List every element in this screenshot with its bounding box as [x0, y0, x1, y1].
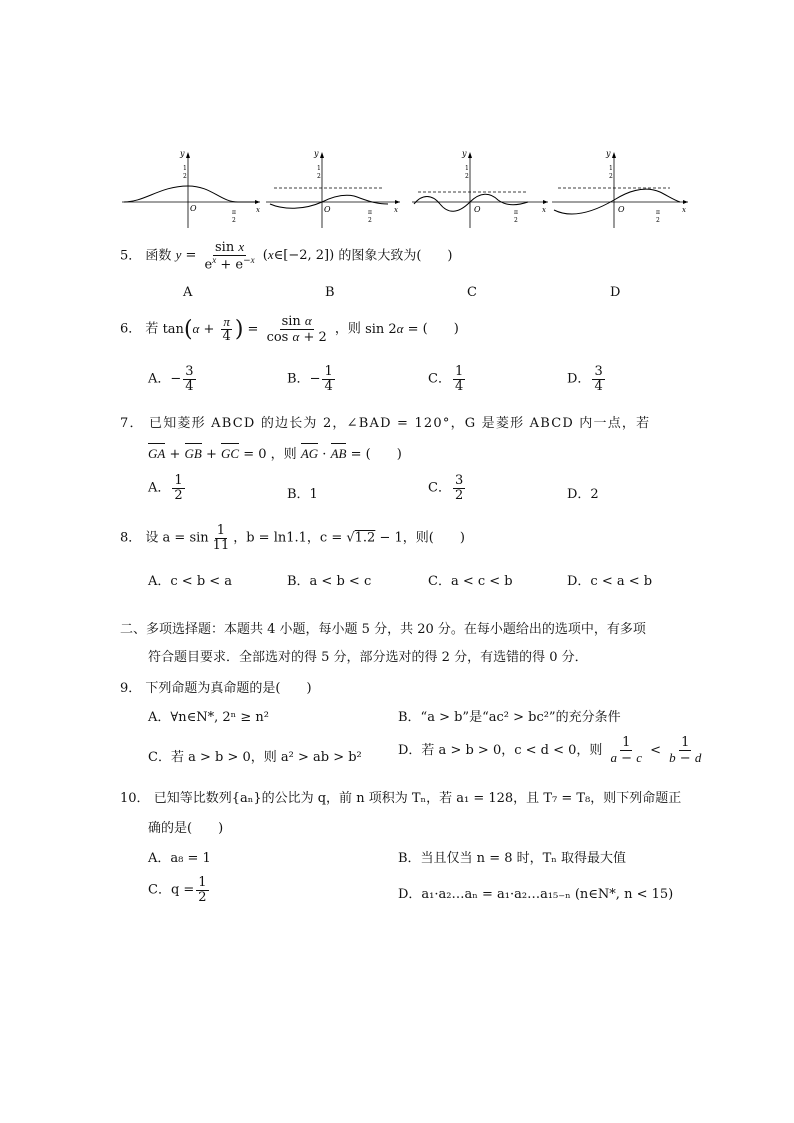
question-suffix: 的图象大致为( )	[338, 248, 453, 264]
question-8: 8． 设 a = sin $\frac{1}{11}$ ，b = ln1.1，c = √1.2 − 1，则( )	[120, 523, 465, 553]
svg-text:y: y	[606, 149, 611, 158]
question-number: 5．	[120, 248, 142, 264]
question-prefix: 若	[145, 321, 159, 337]
svg-text:x: x	[542, 206, 546, 214]
svg-text:2: 2	[232, 217, 236, 224]
q5-option-c[interactable]: C	[467, 285, 477, 300]
q8-option-d[interactable]: D．c < a < b	[567, 574, 653, 589]
formula-q7-ask: AG · AB =	[300, 446, 362, 462]
svg-text:1: 1	[183, 165, 187, 172]
question-10-line2: 确的是( )	[148, 821, 224, 836]
question-number: 9．	[120, 681, 142, 696]
graph-d	[550, 148, 690, 230]
question-number: 10．	[120, 791, 150, 806]
svg-text:2: 2	[656, 217, 660, 224]
svg-text:2: 2	[183, 173, 187, 180]
formula-q6-left: tan(α + $\frac{\pi}{4}$ ) = $\frac{\text{sin α}}{\text{cos α + 2}}$	[162, 313, 327, 345]
formula-q6-right: sin 2α =	[365, 320, 419, 337]
svg-text:O: O	[474, 205, 481, 214]
q6-option-b[interactable]: B．− $\frac{1}{4}$	[287, 364, 333, 394]
graph-b	[264, 148, 402, 230]
svg-text:π: π	[368, 209, 372, 216]
svg-text:O: O	[324, 205, 331, 214]
q10-option-b[interactable]: B．当且仅当 n = 8 时，Tₙ 取得最大值	[398, 851, 627, 866]
question-suffix: ( )	[422, 321, 459, 337]
q7-option-a[interactable]: A． $\frac{1}{2}$	[148, 473, 183, 503]
question-7-line2: GA + GB + GC = 0 ，则 AG · AB = ( )	[148, 446, 402, 462]
svg-text:2: 2	[609, 173, 613, 180]
q10-option-c[interactable]: C．q = $\frac{1}{2}$	[148, 875, 207, 905]
svg-text:1: 1	[317, 165, 321, 172]
svg-text:2: 2	[368, 217, 372, 224]
svg-text:2: 2	[317, 173, 321, 180]
q5-option-d[interactable]: D	[610, 285, 621, 300]
svg-text:O: O	[618, 205, 625, 214]
svg-text:π: π	[232, 209, 236, 216]
question-stem: 已知菱形 ABCD 的边长为 2，∠BAD = 120°，G 是菱形 ABCD 内一点，若	[149, 416, 651, 431]
section-2-instructions: 符合题目要求．全部选对的得 5 分，部分选对的得 2 分，有选错的得 0 分．	[148, 650, 588, 665]
q7-option-b[interactable]: B．1	[287, 487, 318, 502]
q6-option-d[interactable]: D． $\frac{3}{4}$	[567, 364, 603, 394]
question-stem: 下列命题为真命题的是( )	[145, 681, 312, 696]
svg-text:2: 2	[465, 173, 469, 180]
question-number: 7．	[120, 416, 144, 431]
question-5	[120, 240, 452, 272]
svg-text:π: π	[656, 209, 660, 216]
q6-option-a[interactable]: A．− $\frac{3}{4}$	[148, 364, 194, 394]
question-number: 6．	[120, 321, 142, 337]
svg-text:y: y	[314, 149, 319, 158]
formula-q5: y = $\frac{\text{sin x}}{e^x + e^{-x}}$ (x∈[−2, 2])	[175, 239, 339, 272]
q9-option-a[interactable]: A．∀n∈N*, 2ⁿ ≥ n²	[148, 710, 270, 725]
question-mid: ，则	[334, 321, 361, 337]
question-prefix: 函数	[145, 248, 172, 264]
q9-option-c[interactable]: C．若 a > b > 0，则 a² > ab > b²	[148, 750, 362, 765]
svg-text:O: O	[190, 204, 197, 213]
svg-text:x: x	[394, 206, 398, 214]
graph-c	[410, 148, 550, 230]
q8-option-c[interactable]: C．a < c < b	[428, 574, 513, 589]
svg-text:2: 2	[514, 217, 518, 224]
svg-text:x: x	[682, 206, 686, 214]
question-7	[120, 412, 650, 431]
q5-option-a[interactable]: A	[183, 285, 193, 300]
question-number: 8．	[120, 530, 142, 546]
q8-option-a[interactable]: A．c < b < a	[148, 574, 233, 589]
svg-text:x: x	[256, 206, 260, 214]
svg-text:y: y	[462, 149, 467, 158]
q9-option-b[interactable]: B．“a > b”是“ac² > bc²”的充分条件	[398, 710, 621, 725]
section-2-heading: 二、多项选择题：本题共 4 小题，每小题 5 分，共 20 分。在每小题给出的选项中，有多项	[120, 622, 646, 637]
q5-option-b[interactable]: B	[325, 285, 335, 300]
question-6	[120, 314, 459, 344]
q7-option-c[interactable]: C． $\frac{3}{2}$	[428, 473, 464, 503]
graph-a	[120, 148, 262, 230]
question-10	[120, 787, 681, 806]
svg-text:y: y	[180, 149, 185, 158]
svg-text:1: 1	[609, 165, 613, 172]
formula-q7-condition: GA + GB + GC = 0	[148, 446, 267, 462]
sqrt-expression: √1.2 − 1	[346, 530, 403, 546]
q6-option-c[interactable]: C． $\frac{1}{4}$	[428, 364, 464, 394]
question-stem: 已知等比数列{aₙ}的公比为 q，前 n 项积为 Tₙ，若 a₁ = 128，且 T₇ = T₈，则下列命题正	[153, 791, 682, 806]
svg-text:π: π	[514, 209, 518, 216]
q8-option-b[interactable]: B．a < b < c	[287, 574, 372, 589]
q7-option-d[interactable]: D．2	[567, 487, 599, 502]
q10-option-a[interactable]: A．a₈ = 1	[148, 851, 211, 866]
svg-text:1: 1	[465, 165, 469, 172]
q9-option-d[interactable]: D．若 a > b > 0，c < d < 0，则 $\frac{1}{a - c}$ < $\frac{1}{b - d}$	[398, 735, 702, 766]
question-9	[120, 677, 312, 696]
q10-option-d[interactable]: D．a₁·a₂…aₙ = a₁·a₂…a₁₅₋ₙ (n∈N*, n < 15)	[398, 887, 674, 902]
